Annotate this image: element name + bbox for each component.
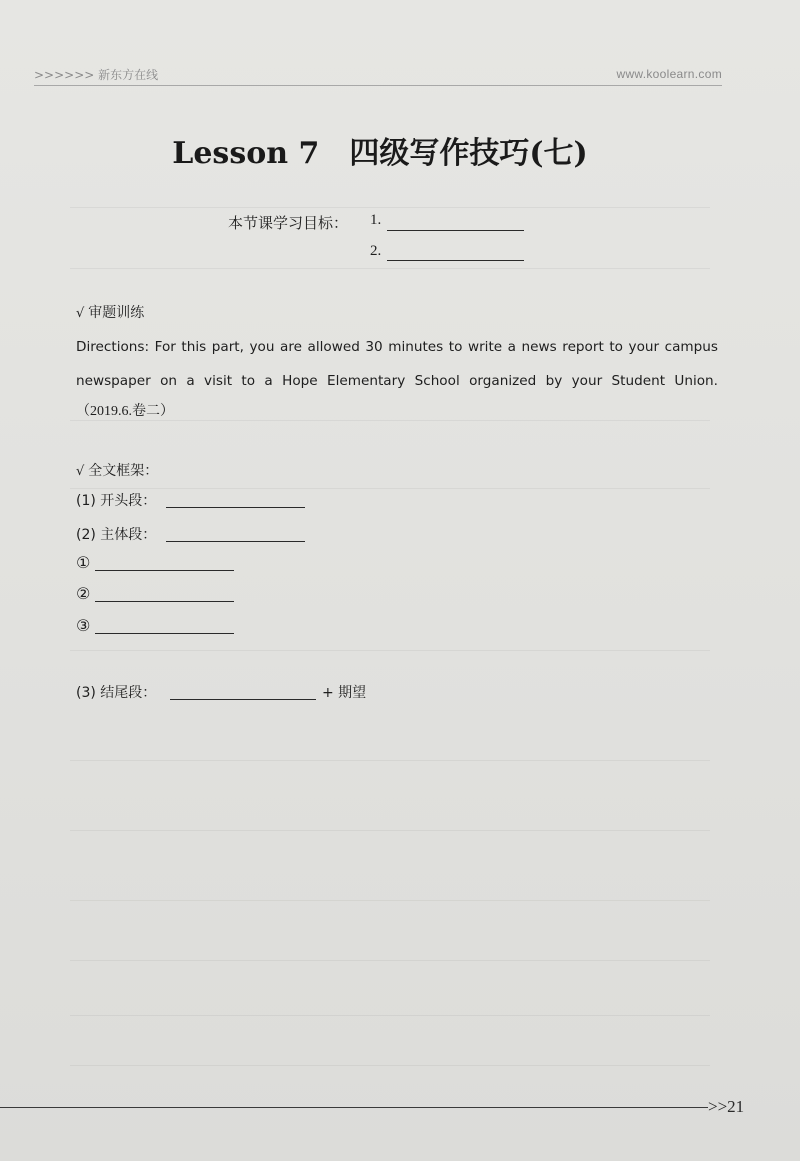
lesson-topic: 四级写作技巧(七) <box>349 136 588 171</box>
body-blank <box>166 541 305 542</box>
framework-heading <box>76 460 158 480</box>
page-number: >>21 <box>708 1097 745 1116</box>
bleed-line <box>70 760 710 761</box>
bleed-line <box>70 830 710 831</box>
directions-line-1: Directions: For this part, you are allowed 30 minutes to write a news report to your campus <box>76 339 718 355</box>
goal-2-number: 2. <box>370 243 382 259</box>
review-heading <box>76 302 144 322</box>
point-3-blank <box>95 633 234 634</box>
closing-blank <box>170 699 316 700</box>
closing-paragraph-label: (3) 结尾段： <box>76 685 157 701</box>
goal-1-number: 1. <box>370 212 382 228</box>
checkmark-icon: √ <box>76 464 85 479</box>
point-1-marker: ① <box>76 553 91 572</box>
bleed-line <box>70 420 710 421</box>
bleed-line <box>70 488 710 489</box>
point-2-marker: ② <box>76 584 91 603</box>
running-header <box>34 66 722 86</box>
exam-source: （2019.6.卷二） <box>76 404 174 419</box>
bleed-line <box>70 1065 710 1066</box>
header-rule <box>34 85 722 86</box>
bleed-line <box>70 650 710 651</box>
directions-line-2: newspaper on a visit to a Hope Elementary School organized by your Student Union. <box>76 373 718 389</box>
bleed-line <box>70 207 710 208</box>
lesson-title <box>0 128 760 172</box>
footer-rule <box>0 1107 708 1108</box>
header-website: www.koolearn.com <box>616 67 722 81</box>
bleed-line <box>70 1015 710 1016</box>
learning-goals-label: 本节课学习目标： <box>228 214 349 232</box>
header-publisher: >>>>>> 新东方在线 <box>34 68 159 82</box>
opening-blank <box>166 507 305 508</box>
point-2-blank <box>95 601 234 602</box>
goal-1-blank <box>387 230 524 231</box>
bleed-line <box>70 960 710 961</box>
review-heading-text: 审题训练 <box>88 305 145 321</box>
body-paragraph-label: (2) 主体段： <box>76 527 157 543</box>
goal-2-blank <box>387 260 524 261</box>
bleed-line <box>70 268 710 269</box>
closing-suffix: + 期望 <box>322 685 367 701</box>
point-3-marker: ③ <box>76 616 91 635</box>
framework-heading-text: 全文框架： <box>88 463 159 479</box>
checkmark-icon: √ <box>76 306 85 321</box>
opening-paragraph-label: (1) 开头段： <box>76 493 157 509</box>
directions-text <box>76 330 718 398</box>
lesson-number: Lesson 7 <box>172 136 320 171</box>
point-1-blank <box>95 570 234 571</box>
bleed-line <box>70 900 710 901</box>
